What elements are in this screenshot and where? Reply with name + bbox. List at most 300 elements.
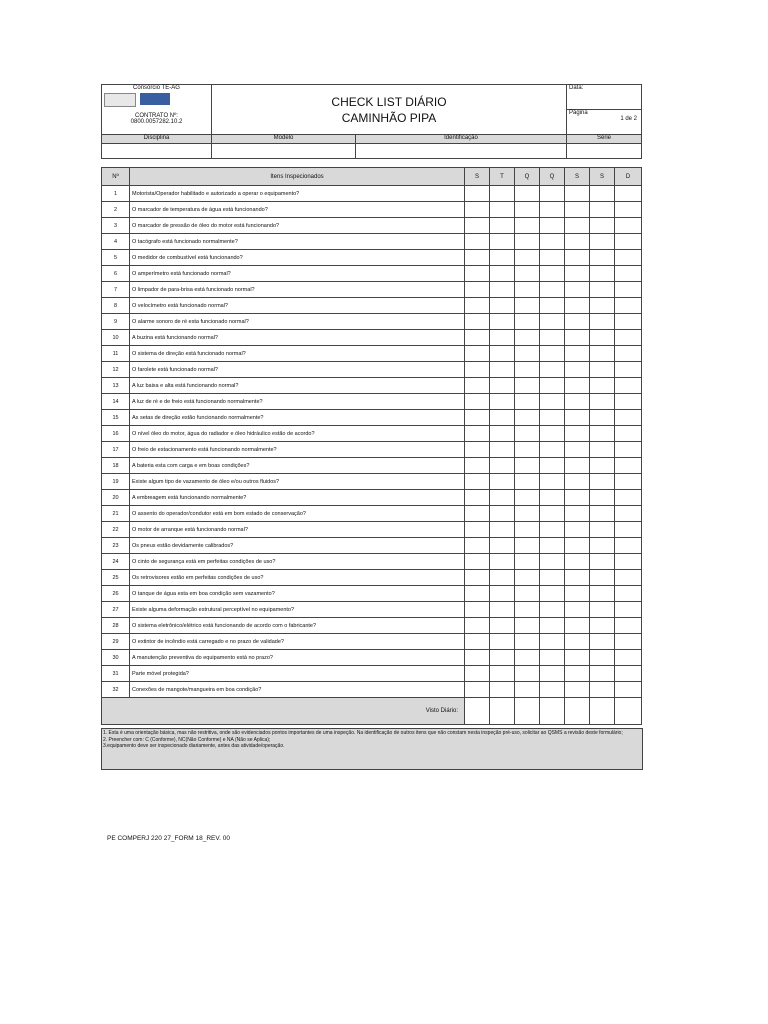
item-number: 27 xyxy=(102,602,130,618)
check-cell[interactable] xyxy=(590,378,615,394)
check-cell[interactable] xyxy=(615,282,642,298)
check-cell[interactable] xyxy=(590,522,615,538)
check-cell[interactable] xyxy=(590,474,615,490)
check-cell[interactable] xyxy=(565,522,590,538)
check-cell[interactable] xyxy=(515,346,540,362)
check-cell[interactable] xyxy=(540,634,565,650)
check-cell[interactable] xyxy=(515,202,540,218)
check-cell[interactable] xyxy=(590,266,615,282)
check-cell[interactable] xyxy=(540,330,565,346)
item-description: Parte móvel protegida? xyxy=(130,666,465,682)
table-row xyxy=(102,586,642,602)
check-cell[interactable] xyxy=(465,650,490,666)
check-cell[interactable] xyxy=(515,394,540,410)
check-cell[interactable] xyxy=(465,346,490,362)
col-day-header: S xyxy=(590,168,615,186)
check-cell[interactable] xyxy=(465,218,490,234)
visto-cell[interactable] xyxy=(515,698,540,725)
check-cell[interactable] xyxy=(615,602,642,618)
table-row xyxy=(102,266,642,282)
item-number: 15 xyxy=(102,410,130,426)
item-description: A buzina está funcionando normal? xyxy=(130,330,465,346)
check-cell[interactable] xyxy=(590,682,615,698)
check-cell[interactable] xyxy=(615,250,642,266)
check-cell[interactable] xyxy=(590,314,615,330)
check-cell[interactable] xyxy=(590,538,615,554)
check-cell[interactable] xyxy=(615,474,642,490)
date-cell[interactable] xyxy=(567,85,642,110)
check-cell[interactable] xyxy=(615,570,642,586)
col-day-header: T xyxy=(490,168,515,186)
check-cell[interactable] xyxy=(565,330,590,346)
check-cell[interactable] xyxy=(615,314,642,330)
check-cell[interactable] xyxy=(540,394,565,410)
check-cell[interactable] xyxy=(465,426,490,442)
check-cell[interactable] xyxy=(540,378,565,394)
check-cell[interactable] xyxy=(490,330,515,346)
check-cell[interactable] xyxy=(590,202,615,218)
page-label: Página xyxy=(569,110,588,116)
check-cell[interactable] xyxy=(540,538,565,554)
item-number: 6 xyxy=(102,266,130,282)
item-description: O tanque de água esta em boa condição sem vazamento? xyxy=(130,586,465,602)
check-cell[interactable] xyxy=(615,442,642,458)
check-cell[interactable] xyxy=(515,250,540,266)
check-cell[interactable] xyxy=(590,490,615,506)
check-cell[interactable] xyxy=(565,218,590,234)
check-cell[interactable] xyxy=(540,650,565,666)
check-cell[interactable] xyxy=(565,554,590,570)
note-line: 1. Esta é uma orientação básica, mas não restritiva, onde são evidenciados pontos importantes de uma inspeção. Na identificação de outros itens que não constam nesta inspeção pré-uso, solicitar ao QSMS a revisão deste formulário; xyxy=(103,730,623,736)
check-cell[interactable] xyxy=(590,394,615,410)
check-cell[interactable] xyxy=(515,186,540,202)
check-cell[interactable] xyxy=(590,650,615,666)
item-number: 4 xyxy=(102,234,130,250)
check-cell[interactable] xyxy=(565,362,590,378)
check-cell[interactable] xyxy=(465,522,490,538)
check-cell[interactable] xyxy=(515,586,540,602)
check-cell[interactable] xyxy=(465,602,490,618)
check-cell[interactable] xyxy=(615,522,642,538)
table-row xyxy=(102,602,642,618)
check-cell[interactable] xyxy=(615,506,642,522)
check-cell[interactable] xyxy=(615,298,642,314)
check-cell[interactable] xyxy=(590,570,615,586)
check-cell[interactable] xyxy=(615,394,642,410)
item-number: 22 xyxy=(102,522,130,538)
table-row xyxy=(102,506,642,522)
check-cell[interactable] xyxy=(515,410,540,426)
visto-label: Visto Diário: xyxy=(102,698,465,725)
check-cell[interactable] xyxy=(540,682,565,698)
check-cell[interactable] xyxy=(615,426,642,442)
check-cell[interactable] xyxy=(540,506,565,522)
check-cell[interactable] xyxy=(515,634,540,650)
check-cell[interactable] xyxy=(490,314,515,330)
check-cell[interactable] xyxy=(565,586,590,602)
check-cell[interactable] xyxy=(590,234,615,250)
check-cell[interactable] xyxy=(565,282,590,298)
check-cell[interactable] xyxy=(490,490,515,506)
item-description: O nível óleo do motor, água do radiador e óleo hidráulico estão de acordo? xyxy=(130,426,465,442)
check-cell[interactable] xyxy=(615,554,642,570)
col-day-header: S xyxy=(565,168,590,186)
identificacao-field[interactable] xyxy=(356,144,567,159)
check-cell[interactable] xyxy=(565,458,590,474)
check-cell[interactable] xyxy=(565,314,590,330)
check-cell[interactable] xyxy=(490,202,515,218)
table-row xyxy=(102,330,642,346)
check-cell[interactable] xyxy=(615,266,642,282)
check-cell[interactable] xyxy=(465,298,490,314)
check-cell[interactable] xyxy=(490,426,515,442)
info-header-disciplina: Disciplina xyxy=(102,135,212,144)
check-cell[interactable] xyxy=(490,570,515,586)
check-cell[interactable] xyxy=(490,586,515,602)
check-cell[interactable] xyxy=(465,538,490,554)
check-cell[interactable] xyxy=(565,250,590,266)
serie-field[interactable] xyxy=(567,144,642,159)
check-cell[interactable] xyxy=(590,634,615,650)
techint-logo xyxy=(104,93,136,107)
check-cell[interactable] xyxy=(515,314,540,330)
check-cell[interactable] xyxy=(590,618,615,634)
table-row xyxy=(102,666,642,682)
check-cell[interactable] xyxy=(465,266,490,282)
check-cell[interactable] xyxy=(615,346,642,362)
check-cell[interactable] xyxy=(540,218,565,234)
check-cell[interactable] xyxy=(465,378,490,394)
check-cell[interactable] xyxy=(540,298,565,314)
check-cell[interactable] xyxy=(540,266,565,282)
check-cell[interactable] xyxy=(615,458,642,474)
check-cell[interactable] xyxy=(490,458,515,474)
check-cell[interactable] xyxy=(565,266,590,282)
check-cell[interactable] xyxy=(465,330,490,346)
check-cell[interactable] xyxy=(540,602,565,618)
check-cell[interactable] xyxy=(615,666,642,682)
check-cell[interactable] xyxy=(465,506,490,522)
check-cell[interactable] xyxy=(465,250,490,266)
check-cell[interactable] xyxy=(590,586,615,602)
check-cell[interactable] xyxy=(540,410,565,426)
item-number: 1 xyxy=(102,186,130,202)
check-cell[interactable] xyxy=(540,586,565,602)
item-number: 18 xyxy=(102,458,130,474)
check-cell[interactable] xyxy=(590,506,615,522)
check-cell[interactable] xyxy=(490,474,515,490)
check-cell[interactable] xyxy=(490,410,515,426)
check-cell[interactable] xyxy=(615,218,642,234)
check-cell[interactable] xyxy=(565,506,590,522)
info-header-serie: Série xyxy=(567,135,642,144)
check-cell[interactable] xyxy=(490,186,515,202)
item-description: A luz baixa e alta está funcionando normal? xyxy=(130,378,465,394)
check-cell[interactable] xyxy=(465,234,490,250)
check-cell[interactable] xyxy=(465,490,490,506)
check-cell[interactable] xyxy=(615,378,642,394)
check-cell[interactable] xyxy=(465,586,490,602)
check-cell[interactable] xyxy=(565,634,590,650)
item-number: 26 xyxy=(102,586,130,602)
check-cell[interactable] xyxy=(540,458,565,474)
check-cell[interactable] xyxy=(490,506,515,522)
check-cell[interactable] xyxy=(565,602,590,618)
check-cell[interactable] xyxy=(465,458,490,474)
check-cell[interactable] xyxy=(565,410,590,426)
check-cell[interactable] xyxy=(515,522,540,538)
check-cell[interactable] xyxy=(540,490,565,506)
check-cell[interactable] xyxy=(565,538,590,554)
table-row xyxy=(102,362,642,378)
check-cell[interactable] xyxy=(490,266,515,282)
check-cell[interactable] xyxy=(490,218,515,234)
check-cell[interactable] xyxy=(565,234,590,250)
check-cell[interactable] xyxy=(615,682,642,698)
check-cell[interactable] xyxy=(615,234,642,250)
check-cell[interactable] xyxy=(565,666,590,682)
check-cell[interactable] xyxy=(515,362,540,378)
check-cell[interactable] xyxy=(540,202,565,218)
check-cell[interactable] xyxy=(540,426,565,442)
item-number: 30 xyxy=(102,650,130,666)
item-number: 3 xyxy=(102,218,130,234)
check-cell[interactable] xyxy=(490,522,515,538)
check-cell[interactable] xyxy=(615,330,642,346)
item-description: O limpador de para-brisa está funcionado normal? xyxy=(130,282,465,298)
check-cell[interactable] xyxy=(515,682,540,698)
check-cell[interactable] xyxy=(465,362,490,378)
check-cell[interactable] xyxy=(515,282,540,298)
check-cell[interactable] xyxy=(465,474,490,490)
check-cell[interactable] xyxy=(590,362,615,378)
check-cell[interactable] xyxy=(615,538,642,554)
modelo-field[interactable] xyxy=(212,144,356,159)
check-cell[interactable] xyxy=(565,394,590,410)
check-cell[interactable] xyxy=(565,442,590,458)
col-day-header: S xyxy=(465,168,490,186)
check-cell[interactable] xyxy=(515,378,540,394)
check-cell[interactable] xyxy=(465,634,490,650)
check-cell[interactable] xyxy=(590,282,615,298)
check-cell[interactable] xyxy=(565,426,590,442)
visto-cell[interactable] xyxy=(465,698,490,725)
check-cell[interactable] xyxy=(490,538,515,554)
check-cell[interactable] xyxy=(465,442,490,458)
item-description: A bateria esta com carga e em boas condições? xyxy=(130,458,465,474)
check-cell[interactable] xyxy=(515,474,540,490)
check-cell[interactable] xyxy=(465,554,490,570)
check-cell[interactable] xyxy=(515,602,540,618)
table-row xyxy=(102,618,642,634)
check-cell[interactable] xyxy=(565,618,590,634)
check-cell[interactable] xyxy=(490,282,515,298)
check-cell[interactable] xyxy=(590,666,615,682)
check-cell[interactable] xyxy=(540,554,565,570)
check-cell[interactable] xyxy=(540,618,565,634)
check-cell[interactable] xyxy=(565,298,590,314)
check-cell[interactable] xyxy=(590,250,615,266)
check-cell[interactable] xyxy=(490,362,515,378)
check-cell[interactable] xyxy=(515,330,540,346)
check-cell[interactable] xyxy=(490,666,515,682)
check-cell[interactable] xyxy=(515,266,540,282)
check-cell[interactable] xyxy=(540,186,565,202)
check-cell[interactable] xyxy=(615,202,642,218)
check-cell[interactable] xyxy=(490,602,515,618)
check-cell[interactable] xyxy=(540,234,565,250)
item-number: 17 xyxy=(102,442,130,458)
check-cell[interactable] xyxy=(515,458,540,474)
check-cell[interactable] xyxy=(565,202,590,218)
item-number: 12 xyxy=(102,362,130,378)
check-cell[interactable] xyxy=(565,378,590,394)
check-cell[interactable] xyxy=(515,538,540,554)
table-row xyxy=(102,202,642,218)
check-cell[interactable] xyxy=(540,362,565,378)
check-cell[interactable] xyxy=(565,650,590,666)
table-row xyxy=(102,298,642,314)
check-cell[interactable] xyxy=(515,218,540,234)
check-cell[interactable] xyxy=(540,250,565,266)
check-cell[interactable] xyxy=(540,570,565,586)
check-cell[interactable] xyxy=(565,490,590,506)
item-description: O marcador de pressão de óleo do motor está funcionando? xyxy=(130,218,465,234)
check-cell[interactable] xyxy=(515,554,540,570)
check-cell[interactable] xyxy=(565,682,590,698)
logo-cell xyxy=(102,85,212,135)
check-cell[interactable] xyxy=(540,282,565,298)
form-title-line1: CHECK LIST DIÁRIO xyxy=(331,94,447,109)
check-cell[interactable] xyxy=(590,186,615,202)
form-title-line2: CAMINHÃO PIPA xyxy=(341,110,437,125)
company-logos xyxy=(104,93,209,107)
check-cell[interactable] xyxy=(590,458,615,474)
check-cell[interactable] xyxy=(615,490,642,506)
check-cell[interactable] xyxy=(590,442,615,458)
info-header-modelo: Modelo xyxy=(212,135,356,144)
check-cell[interactable] xyxy=(590,218,615,234)
check-cell[interactable] xyxy=(515,442,540,458)
check-cell[interactable] xyxy=(615,650,642,666)
item-description: O velocímetro está funcionado normal? xyxy=(130,298,465,314)
check-cell[interactable] xyxy=(615,618,642,634)
check-cell[interactable] xyxy=(490,634,515,650)
item-number: 29 xyxy=(102,634,130,650)
check-cell[interactable] xyxy=(465,314,490,330)
check-cell[interactable] xyxy=(465,410,490,426)
check-cell[interactable] xyxy=(515,666,540,682)
check-cell[interactable] xyxy=(465,570,490,586)
check-cell[interactable] xyxy=(490,554,515,570)
item-number: 8 xyxy=(102,298,130,314)
contract-label: CONTRATO Nº: xyxy=(135,113,178,119)
check-cell[interactable] xyxy=(490,250,515,266)
check-cell[interactable] xyxy=(565,474,590,490)
check-cell[interactable] xyxy=(490,346,515,362)
check-cell[interactable] xyxy=(540,346,565,362)
check-cell[interactable] xyxy=(515,298,540,314)
check-cell[interactable] xyxy=(465,186,490,202)
check-cell[interactable] xyxy=(540,666,565,682)
visto-cell[interactable] xyxy=(590,698,615,725)
visto-cell[interactable] xyxy=(615,698,642,725)
check-cell[interactable] xyxy=(490,682,515,698)
check-cell[interactable] xyxy=(465,394,490,410)
check-cell[interactable] xyxy=(540,474,565,490)
page-cell xyxy=(567,110,642,135)
item-number: 16 xyxy=(102,426,130,442)
check-cell[interactable] xyxy=(465,682,490,698)
check-cell[interactable] xyxy=(515,618,540,634)
check-cell[interactable] xyxy=(490,618,515,634)
check-cell[interactable] xyxy=(590,410,615,426)
check-cell[interactable] xyxy=(615,362,642,378)
check-cell[interactable] xyxy=(615,634,642,650)
check-cell[interactable] xyxy=(515,570,540,586)
check-cell[interactable] xyxy=(490,378,515,394)
item-description: O medidor de combustível está funcionando? xyxy=(130,250,465,266)
visto-cell[interactable] xyxy=(565,698,590,725)
check-cell[interactable] xyxy=(590,554,615,570)
check-cell[interactable] xyxy=(540,442,565,458)
visto-cell[interactable] xyxy=(540,698,565,725)
check-cell[interactable] xyxy=(465,202,490,218)
col-day-header: Q xyxy=(515,168,540,186)
check-cell[interactable] xyxy=(565,186,590,202)
check-cell[interactable] xyxy=(515,426,540,442)
check-cell[interactable] xyxy=(465,618,490,634)
check-cell[interactable] xyxy=(490,298,515,314)
item-number: 31 xyxy=(102,666,130,682)
table-row xyxy=(102,554,642,570)
check-cell[interactable] xyxy=(565,346,590,362)
check-cell[interactable] xyxy=(490,650,515,666)
table-row xyxy=(102,346,642,362)
check-cell[interactable] xyxy=(515,506,540,522)
check-cell[interactable] xyxy=(515,650,540,666)
check-cell[interactable] xyxy=(590,426,615,442)
check-cell[interactable] xyxy=(465,666,490,682)
visto-cell[interactable] xyxy=(490,698,515,725)
check-cell[interactable] xyxy=(515,234,540,250)
check-cell[interactable] xyxy=(615,186,642,202)
check-cell[interactable] xyxy=(490,394,515,410)
check-cell[interactable] xyxy=(490,442,515,458)
check-cell[interactable] xyxy=(615,410,642,426)
table-row xyxy=(102,442,642,458)
check-cell[interactable] xyxy=(565,570,590,586)
item-number: 10 xyxy=(102,330,130,346)
item-number: 7 xyxy=(102,282,130,298)
check-cell[interactable] xyxy=(590,602,615,618)
check-cell[interactable] xyxy=(515,490,540,506)
check-cell[interactable] xyxy=(465,282,490,298)
check-cell[interactable] xyxy=(590,330,615,346)
check-cell[interactable] xyxy=(540,522,565,538)
item-description: Os pneus estão devidamente calibrados? xyxy=(130,538,465,554)
table-row xyxy=(102,490,642,506)
col-items-header: Itens Inspecionados xyxy=(130,168,465,186)
check-cell[interactable] xyxy=(590,298,615,314)
check-cell[interactable] xyxy=(590,346,615,362)
check-cell[interactable] xyxy=(540,314,565,330)
table-row xyxy=(102,474,642,490)
title-cell xyxy=(212,85,567,135)
disciplina-field[interactable] xyxy=(102,144,212,159)
check-cell[interactable] xyxy=(615,586,642,602)
check-cell[interactable] xyxy=(490,234,515,250)
